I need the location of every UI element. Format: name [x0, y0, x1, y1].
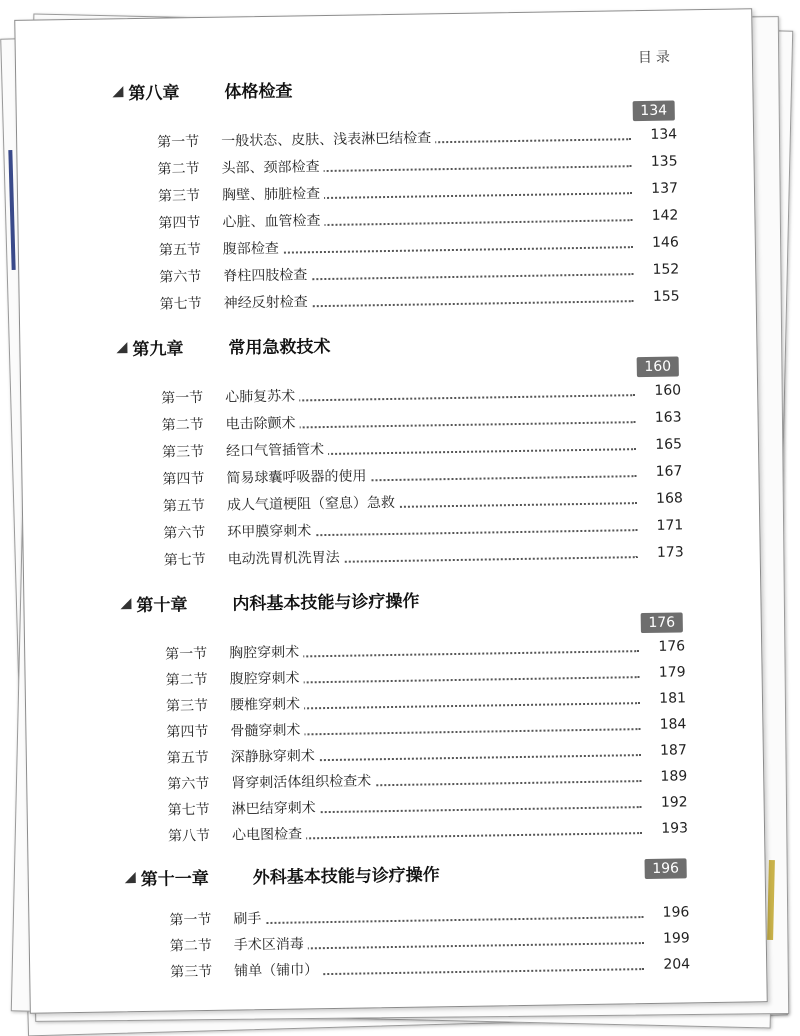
section-page: 204 — [663, 956, 691, 973]
section-title: 刷手 — [233, 907, 265, 931]
section-number: 第四节 — [166, 723, 209, 741]
section-number: 第五节 — [162, 497, 206, 515]
chapter-page-badge: 134 — [633, 100, 675, 121]
section-title: 一般状态、皮肤、浅表淋巴结检查 — [221, 126, 435, 153]
section-number: 第八节 — [167, 827, 211, 845]
section-title: 神经反射检查 — [224, 290, 312, 315]
section-title: 环甲膜穿刺术 — [227, 519, 315, 544]
section-title: 腹部检查 — [223, 237, 283, 262]
section-title: 经口气管插管术 — [226, 438, 328, 464]
section-title: 淋巴结穿刺术 — [231, 796, 319, 821]
section-number: 第二节 — [169, 937, 212, 955]
section-title: 电击除颤术 — [225, 411, 299, 436]
section-page: 171 — [656, 517, 684, 534]
dot-leader — [260, 942, 644, 950]
section-page: 160 — [654, 382, 682, 399]
section-page: 193 — [661, 820, 689, 837]
section-number: 第三节 — [170, 963, 213, 981]
section-number: 第六节 — [163, 524, 206, 542]
section-page: 152 — [652, 261, 680, 278]
triangle-icon — [125, 872, 136, 883]
chapter-heading — [116, 326, 676, 365]
section-title: 头部、颈部检查 — [221, 155, 323, 181]
section-title: 电动洗胃机洗胃法 — [228, 546, 344, 572]
dot-leader — [255, 650, 639, 658]
toc-entry[interactable] — [160, 284, 680, 316]
section-page: 189 — [660, 768, 688, 785]
section-number: 第三节 — [157, 187, 201, 205]
dot-leader — [258, 832, 642, 840]
section-page: 192 — [660, 794, 688, 811]
dot-leader — [259, 916, 643, 924]
chapter-heading — [112, 71, 672, 110]
section-page: 187 — [659, 742, 687, 759]
section-page: 173 — [656, 544, 684, 561]
section-title: 心脏、血管检查 — [222, 209, 324, 235]
chapter-label: 第八章 — [128, 83, 180, 105]
section-title: 骨髓穿刺术 — [230, 718, 304, 743]
chapter-title: 体格检查 — [224, 81, 293, 103]
section-number: 第五节 — [158, 241, 202, 259]
section-title: 深静脉穿刺术 — [231, 744, 319, 769]
section-page: 137 — [651, 180, 679, 197]
section-page: 184 — [659, 716, 687, 733]
section-page: 146 — [651, 234, 679, 251]
chapter-page-badge: 160 — [637, 356, 679, 377]
section-number: 第七节 — [167, 801, 210, 819]
section-number: 第一节 — [161, 389, 204, 407]
section-page: 163 — [654, 409, 682, 426]
section-title: 铺单（铺巾） — [234, 958, 322, 983]
section-number: 第一节 — [169, 911, 212, 929]
section-title: 简易球囊呼吸器的使用 — [226, 464, 370, 490]
section-page: 196 — [662, 904, 690, 921]
triangle-icon — [116, 342, 127, 353]
section-page: 134 — [650, 126, 678, 143]
dot-leader — [256, 676, 640, 684]
section-page: 199 — [662, 930, 690, 947]
section-number: 第五节 — [166, 749, 209, 767]
chapter-page-badge: 176 — [641, 612, 683, 633]
section-number: 第七节 — [163, 551, 206, 569]
section-title: 腹腔穿刺术 — [229, 666, 303, 691]
section-page: 165 — [655, 436, 683, 453]
section-number: 第六节 — [159, 268, 202, 286]
triangle-icon — [112, 86, 123, 97]
chapter-label: 第九章 — [132, 339, 184, 361]
toc-entry[interactable] — [164, 540, 684, 572]
chapter-page-badge: 196 — [644, 858, 686, 879]
section-page: 135 — [650, 153, 678, 170]
section-title: 脊柱四肢检查 — [223, 263, 311, 288]
section-number: 第二节 — [165, 671, 208, 689]
section-number: 第一节 — [157, 133, 200, 151]
section-number: 第一节 — [165, 645, 208, 663]
chapter-label: 第十一章 — [140, 868, 209, 890]
section-title: 成人气道梗阻（窒息）急救 — [227, 491, 399, 518]
dot-leader — [249, 246, 633, 254]
chapter-title: 内科基本技能与诊疗操作 — [232, 591, 420, 615]
section-title: 胸壁、肺脏检查 — [222, 182, 324, 208]
section-title: 手术区消毒 — [234, 932, 308, 957]
section-page: 176 — [658, 638, 686, 655]
section-page: 167 — [655, 463, 683, 480]
triangle-icon — [120, 598, 131, 609]
dot-leader — [251, 394, 635, 402]
chapter-label: 第十章 — [136, 595, 188, 617]
section-number: 第三节 — [161, 443, 205, 461]
section-page: 179 — [658, 664, 686, 681]
chapter-heading — [120, 582, 680, 621]
section-number: 第二节 — [157, 160, 200, 178]
toc-page — [14, 8, 768, 1013]
section-title: 心电图检查 — [232, 822, 306, 847]
section-number: 第四节 — [162, 470, 205, 488]
chapter-title: 常用急救技术 — [228, 336, 331, 359]
section-title: 心肺复苏术 — [225, 384, 299, 409]
dot-leader — [256, 702, 640, 710]
section-page: 142 — [651, 207, 679, 224]
section-page: 168 — [655, 490, 683, 507]
running-head: 目录 — [637, 49, 675, 67]
section-page: 181 — [659, 690, 687, 707]
section-number: 第七节 — [159, 295, 202, 313]
chapter-heading — [125, 856, 685, 895]
section-title: 腰椎穿刺术 — [230, 692, 304, 717]
section-number: 第六节 — [167, 775, 210, 793]
section-number: 第二节 — [161, 416, 204, 434]
dot-leader — [256, 728, 640, 736]
section-page: 155 — [652, 288, 680, 305]
section-title: 胸腔穿刺术 — [229, 640, 303, 665]
section-number: 第三节 — [165, 697, 209, 715]
dot-leader — [252, 421, 636, 429]
section-title: 肾穿刺活体组织检查术 — [231, 769, 375, 795]
chapter-title: 外科基本技能与诊疗操作 — [252, 865, 440, 889]
section-number: 第四节 — [158, 214, 201, 232]
